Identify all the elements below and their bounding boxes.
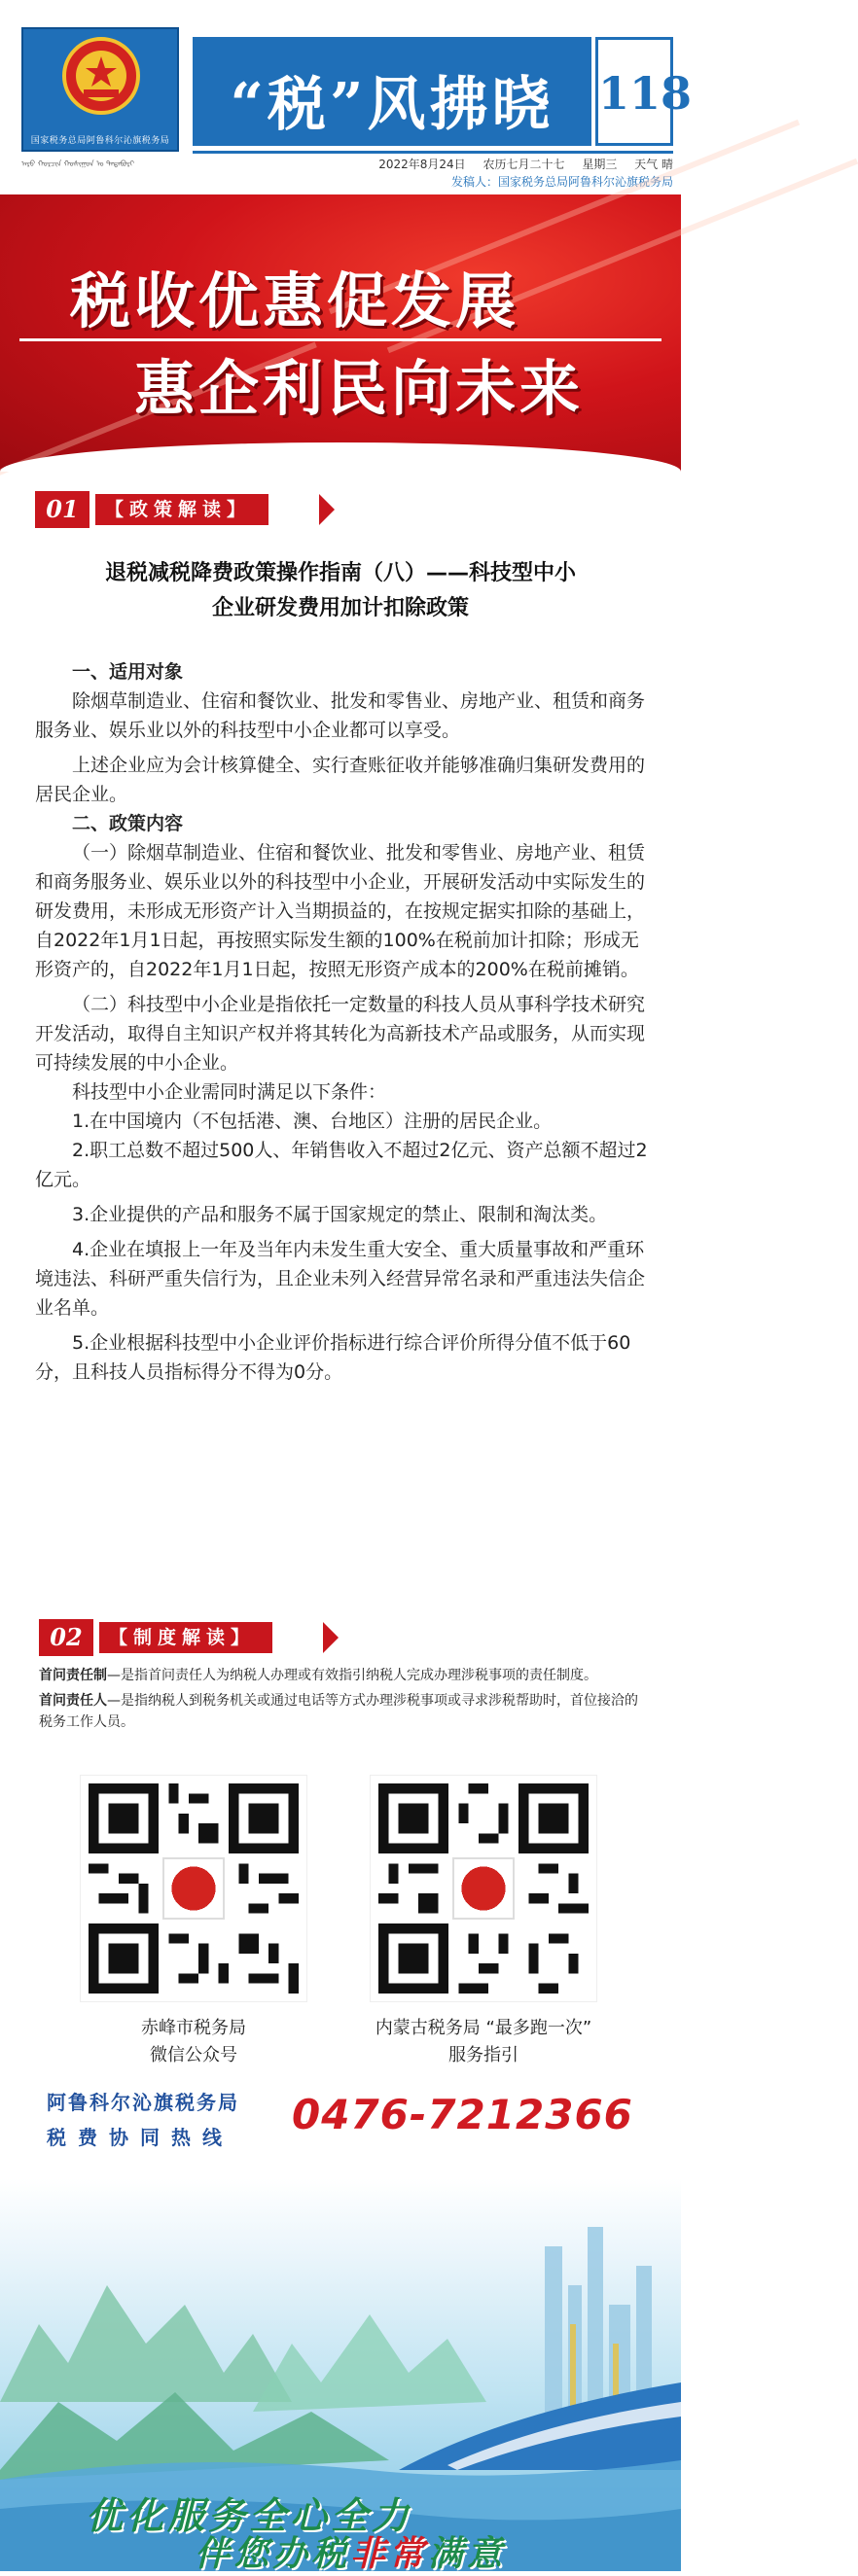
section-label-arrow bbox=[319, 494, 335, 525]
footer-slogan-1: 优化服务全心全力 bbox=[86, 2493, 413, 2537]
section-label: 【制度解读】 bbox=[99, 1622, 272, 1653]
banner-slogan-1: 税收优惠促发展 bbox=[70, 265, 520, 336]
section-header-policy bbox=[35, 491, 424, 528]
article-body bbox=[35, 657, 648, 1387]
qr-code-icon bbox=[378, 1783, 589, 1994]
definition-first-responsibility bbox=[39, 1665, 644, 1686]
definition-text: —是指纳税人到税务机关或通过电话等方式办理涉税事项或寻求涉税帮助时，首位接洽的税务工作人员。 bbox=[39, 1693, 638, 1730]
footer-slogan-highlight: 非常 bbox=[350, 2533, 429, 2574]
article-title-line-1: 退税减税降费政策操作指南（八）——科技型中小 bbox=[104, 561, 576, 585]
qr-caption-line: 赤峰市税务局 bbox=[141, 2018, 246, 2038]
newsletter-title: “税”风拂晓 bbox=[230, 71, 554, 139]
qr-code-chifeng-wechat[interactable] bbox=[80, 1775, 307, 2002]
section-label-arrow bbox=[323, 1622, 339, 1653]
qr-code-inner-mongolia-service[interactable] bbox=[370, 1775, 597, 2002]
condition-item: 3.企业提供的产品和服务不属于国家规定的禁止、限制和淘汰类。 bbox=[72, 1204, 608, 1225]
article-paragraph: 除烟草制造业、住宿和餐饮业、批发和零售业、房地产业、租赁和商务服务业、娱乐业以外的科技型中小企业都可以享受。 bbox=[35, 690, 646, 741]
definition-term: 首问责任人 bbox=[39, 1693, 107, 1709]
publisher: 发稿人：国家税务总局阿鲁科尔沁旗税务局 bbox=[450, 175, 673, 189]
qr-caption-line: 微信公众号 bbox=[150, 2045, 237, 2065]
system-definitions bbox=[39, 1665, 644, 1733]
issue-number-box bbox=[595, 37, 693, 146]
footer-slogan-part: 伴您办税 bbox=[195, 2533, 351, 2574]
qr-caption-left bbox=[80, 2015, 307, 2069]
slogan-banner bbox=[0, 194, 681, 472]
condition-item: 5.企业根据科技型中小企业评价指标进行综合评价所得分值不低于60分，且科技人员指标得分不得为0分。 bbox=[35, 1332, 631, 1383]
banner-slogan-2: 惠企利民向未来 bbox=[134, 353, 585, 424]
article-title-line-2: 企业研发费用加计扣除政策 bbox=[211, 596, 469, 620]
lunar-date: 农历七月二十七 bbox=[483, 158, 565, 171]
condition-item: 2.职工总数不超过500人、年销售收入不超过2亿元、资产总额不超过2亿元。 bbox=[35, 1140, 648, 1190]
qr-caption-right bbox=[370, 2015, 597, 2069]
definition-first-responder bbox=[39, 1690, 644, 1733]
article-paragraph: （二）科技型中小企业是指依托一定数量的科技人员从事科学技术研究开发活动，取得自主知识产权并将其转化为高新技术产品或服务，从而实现可持续发展的中小企业。 bbox=[35, 994, 646, 1074]
tax-bureau-name: 阿鲁科尔沁旗税务局 bbox=[47, 2091, 239, 2114]
condition-item: 4.企业在填报上一年及当年内未发生重大安全、重大质量事故和严重环境违法、科研严重失信行为，且企业未列入经营异常名录和严重违法失信企业名单。 bbox=[35, 1239, 646, 1319]
article-paragraph: 科技型中小企业需同时满足以下条件： bbox=[72, 1081, 387, 1103]
newsletter-title-box bbox=[193, 37, 591, 146]
newsletter-header bbox=[0, 0, 693, 194]
issue-number: 118 bbox=[598, 67, 693, 120]
section-number: 02 bbox=[39, 1619, 93, 1656]
qr-caption-line: 内蒙古税务局 “最多跑一次” bbox=[375, 2018, 592, 2038]
qr-caption-line: 服务指引 bbox=[448, 2045, 518, 2065]
header-rule bbox=[193, 151, 673, 154]
footer-slogan-2 bbox=[195, 2526, 506, 2576]
article-heading: 二、政策内容 bbox=[72, 813, 184, 834]
mongolian-script: ᠠᠷᠤ ᠬᠣᠷᠴᠢᠨ ᠬᠣᠰᠢᠭᠤᠨ ᠤ ᠲᠠᠲᠠᠪᠤᠷᠢ bbox=[21, 159, 134, 168]
qr-code-icon bbox=[89, 1783, 299, 1994]
banner-wave bbox=[0, 442, 681, 472]
article-paragraph: （一）除烟草制造业、住宿和餐饮业、批发和零售业、房地产业、租赁和商务服务业、娱乐业以外的科技型中小企业，开展研发活动中实际发生的研发费用，未形成无形资产计入当期损益的，在按规定据实扣除的基础上，自2022年1月1日起，再按照实际发生额的100%在税前加计扣除；形成无形资产的，自2022年1月1日起，按照无形资产成本的200%在税前摊销。 bbox=[35, 842, 646, 980]
section-number: 01 bbox=[35, 491, 89, 528]
section-label: 【政策解读】 bbox=[95, 494, 268, 525]
dateline bbox=[193, 156, 673, 172]
definition-term: 首问责任制 bbox=[39, 1668, 107, 1683]
weekday: 星期三 bbox=[582, 158, 618, 171]
hotline-label: 税费协同热线 bbox=[47, 2126, 233, 2149]
article-heading: 一、适用对象 bbox=[72, 661, 184, 683]
emblem-caption: 国家税务总局阿鲁科尔沁旗税务局 bbox=[30, 136, 170, 146]
national-emblem-icon bbox=[60, 35, 142, 117]
section-header-system bbox=[39, 1619, 428, 1656]
condition-item: 1.在中国境内（不包括港、澳、台地区）注册的居民企业。 bbox=[72, 1111, 553, 1132]
definition-text: —是指首问责任人为纳税人办理或有效指引纳税人完成办理涉税事项的责任制度。 bbox=[107, 1668, 597, 1683]
publish-date: 2022年8月24日 bbox=[378, 158, 466, 171]
weather: 天气 晴 bbox=[634, 158, 673, 171]
footer-slogan-part: 满意 bbox=[428, 2533, 507, 2574]
article-title bbox=[39, 556, 642, 626]
hotline-phone-number[interactable]: 0476-7212366 bbox=[292, 2091, 633, 2138]
article-paragraph: 上述企业应为会计核算健全、实行查账征收并能够准确归集研发费用的居民企业。 bbox=[35, 755, 646, 805]
tax-emblem bbox=[21, 27, 179, 152]
